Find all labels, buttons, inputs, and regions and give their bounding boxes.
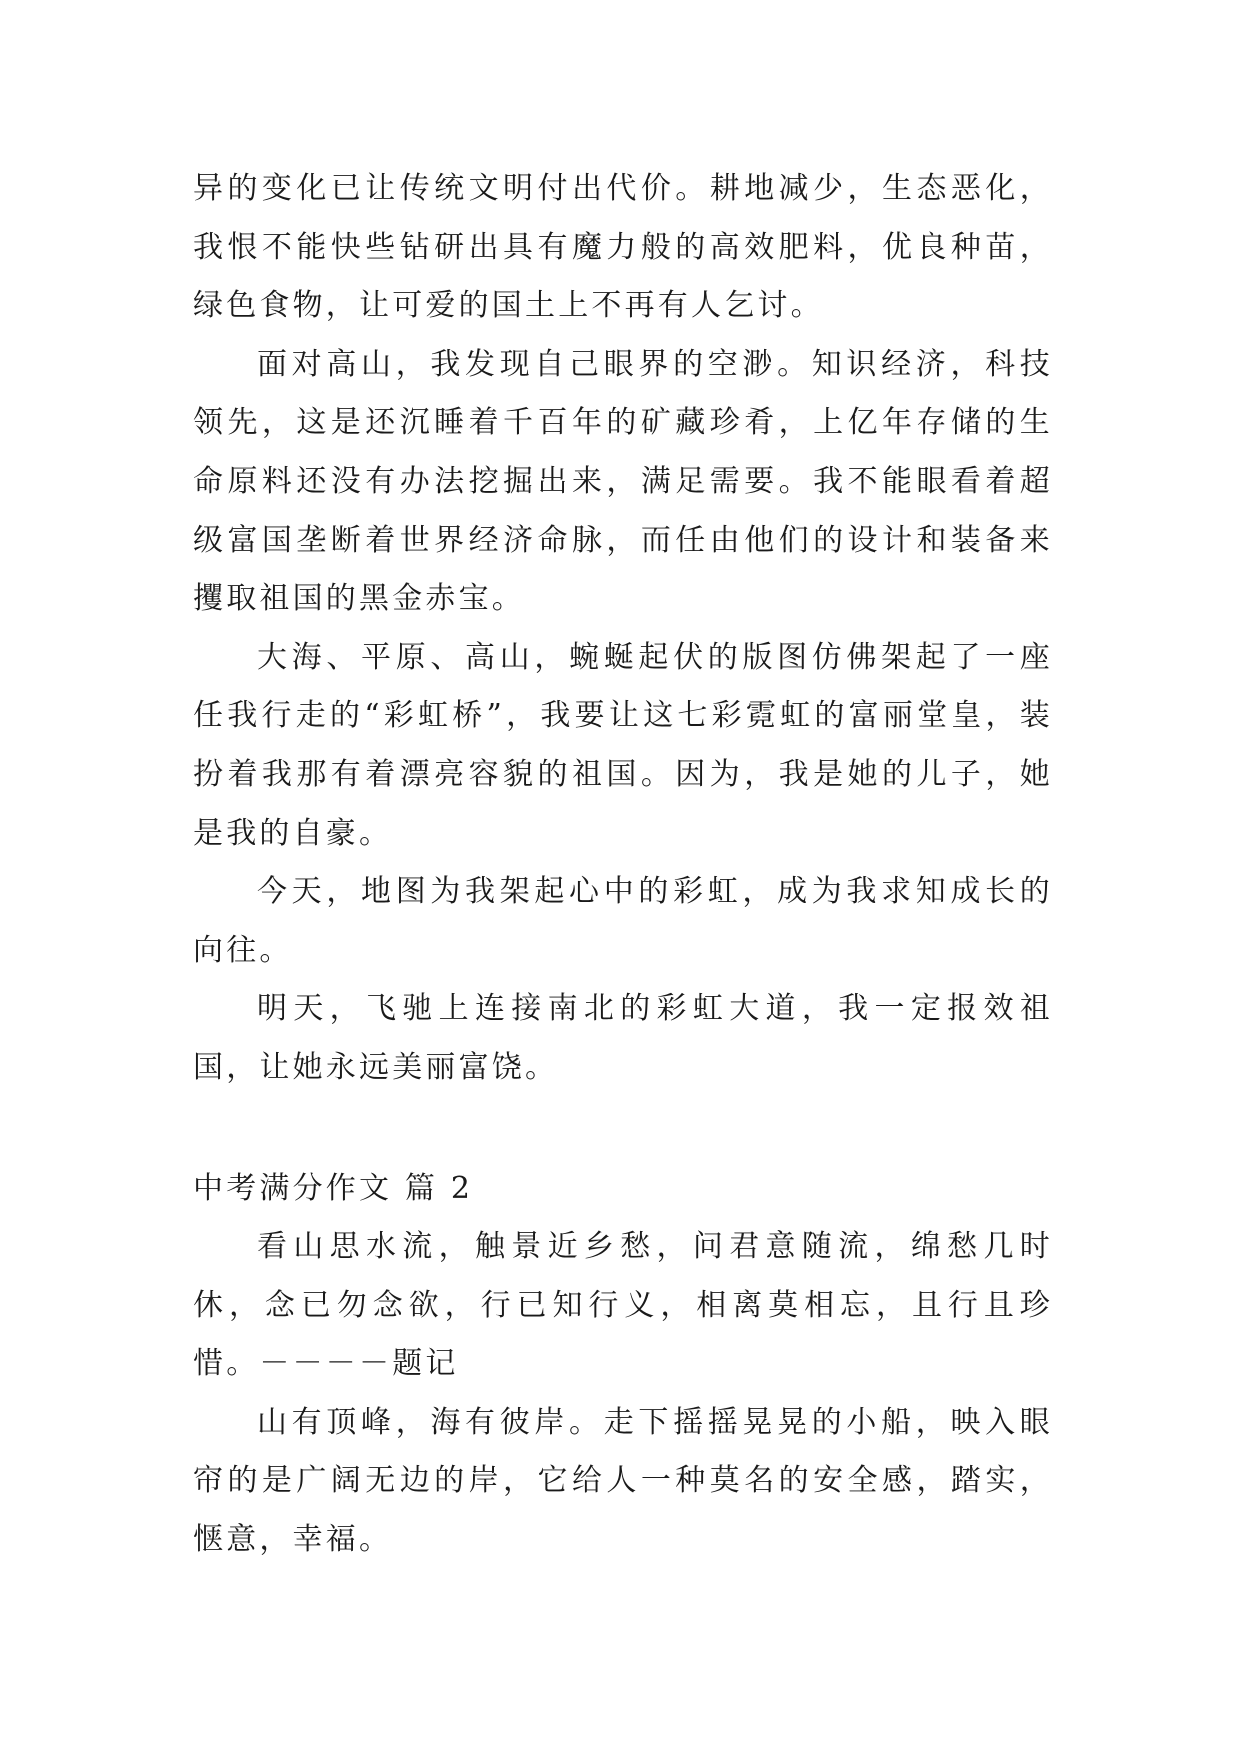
paragraph-continued: 异的变化已让传统文明付出代价。耕地减少，生态恶化，我恨不能快些钻研出具有魔力般的高效肥料，优良种苗，绿色食物，让可爱的国土上不再有人乞讨。	[193, 171, 1053, 324]
paragraph-rainbow-bridge: 大海、平原、高山，蜿蜒起伏的版图仿佛架起了一座任我行走的“彩虹桥”，我要让这七彩霓虹的富丽堂皇，装扮着我那有着漂亮容貌的祖国。因为，我是她的儿子，她是我的自豪。	[193, 639, 1053, 851]
paragraph-today: 今天，地图为我架起心中的彩虹，成为我求知成长的向往。	[193, 874, 1053, 968]
paragraph-tomorrow: 明天，飞驰上连接南北的彩虹大道，我一定报效祖国，让她永远美丽富饶。	[193, 991, 1053, 1085]
paragraph-epigraph: 看山思水流，触景近乡愁，问君意随流，绵愁几时休，念已勿念欲，行已知行义，相离莫相忘，且行且珍惜。－－－－题记	[193, 1229, 1053, 1382]
paragraph-mountain: 面对高山，我发现自己眼界的空渺。知识经济，科技领先，这是还沉睡着千百年的矿藏珍肴，上亿年存储的生命原料还没有办法挖掘出来，满足需要。我不能眼看着超级富国垄断着世界经济命脉，而任由他们的设计和装备来攫取祖国的黑金赤宝。	[193, 346, 1053, 617]
paragraph-shore: 山有顶峰，海有彼岸。走下摇摇晃晃的小船，映入眼帘的是广阔无边的岸，它给人一种莫名的安全感，踏实，惬意，幸福。	[193, 1404, 1053, 1558]
section-heading: 中考满分作文 篇 2	[193, 1170, 474, 1206]
document-page	[193, 160, 1053, 1570]
